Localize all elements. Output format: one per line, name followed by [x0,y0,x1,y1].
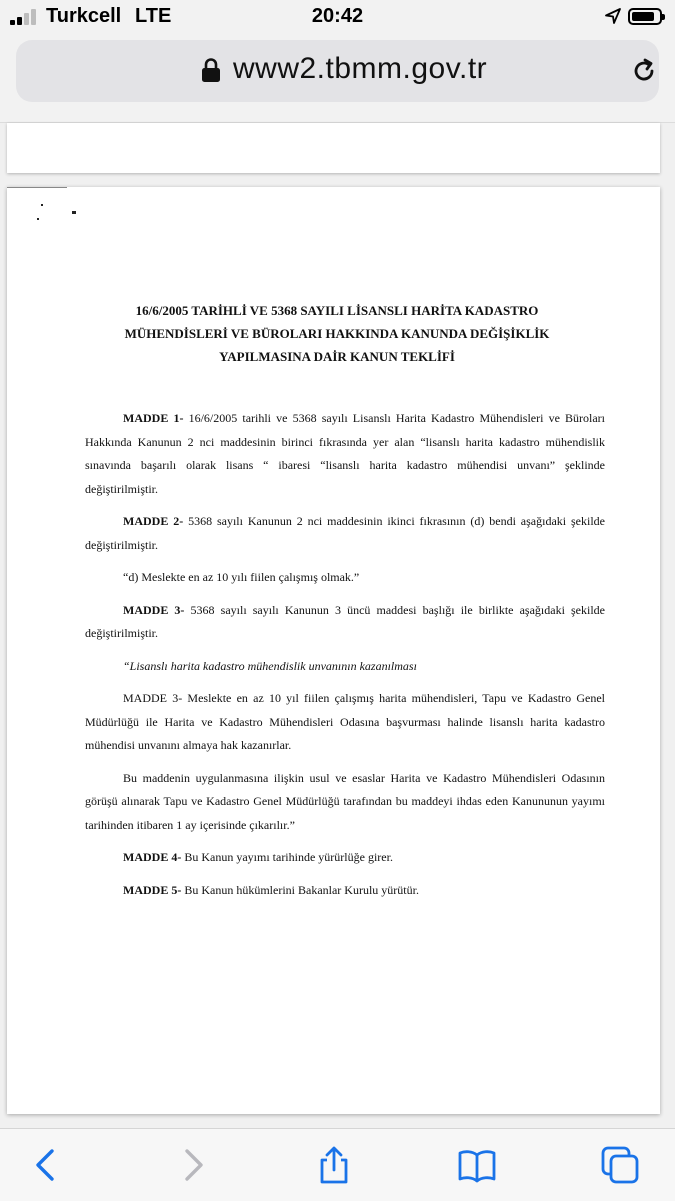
scan-artifact [37,218,39,220]
article-2 [85,510,605,557]
battery-level [632,12,654,21]
article-3-inner: MADDE 3- Meslekte en az 10 yıl fiilen çalışmış harita mühendisleri, Tapu ve Kadastro Genel Müdürlüğü ile Harita ve Kadastro Mühendisleri Odasına başvurması halinde lisanslı harita kadastro mühendisi unvanını almaya hak kazanırlar. [85,691,605,752]
carrier-name: Turkcell [46,5,122,27]
article-2-quote: “d) Meslekte en az 10 yılı fiilen çalışmış olmak.” [123,570,360,584]
tabs-icon[interactable] [600,1145,640,1185]
title-line: 16/6/2005 TARİHLİ VE 5368 SAYILI LİSANSLI HARİTA KADASTRO [135,303,539,318]
reload-icon[interactable] [628,55,660,87]
chevron-left-icon[interactable] [26,1145,66,1185]
article-text: Bu Kanun hükümlerini Bakanlar Kurulu yürütür. [181,882,419,897]
book-icon[interactable] [457,1145,497,1185]
article-label: MADDE 2- [123,514,184,528]
browser-toolbar [0,1128,675,1201]
title-line: MÜHENDİSLERİ VE BÜROLARI HAKKINDA KANUNDA DEĞİŞİKLİK [124,326,550,341]
chevron-right-icon[interactable] [173,1145,213,1185]
document-body [85,407,605,911]
article-label: MADDE 1- [123,411,184,425]
scan-artifact [41,204,43,206]
status-time: 20:42 [311,5,364,27]
address-bar[interactable] [16,40,659,102]
article-text: 5368 sayılı Kanunun 2 nci maddesinin ikinci fıkrasının (d) bendi aşağıdaki şekilde değiştirilmiştir. [85,514,605,552]
article-3-paragraph-2: Bu maddenin uygulanmasına ilişkin usul ve esaslar Harita ve Kadastro Mühendisleri Odasının görüşü alınarak Tapu ve Kadastro Genel Müdürlüğü tarafından bu maddeyi ihdas eden Kanununun yayımı tarihinden itibaren 1 ay içerisinde çıkarılır.” [85,770,605,832]
url-text[interactable]: www2.tbmm.gov.tr [233,52,488,85]
scan-artifact [72,211,76,214]
title-line: YAPILMASINA DAİR KANUN TEKLİFİ [219,349,455,364]
previous-page [7,123,660,173]
article-4 [85,846,605,870]
article-label: MADDE 3- [123,602,185,617]
article-text: 16/6/2005 tarihli ve 5368 sayılı Lisanslı Harita Kadastro Mühendisleri ve Büroları Hakkında Kanunun 2 nci maddesinin birinci fıkrasında yer alan “lisanslı harita kadastro mühendislik sınavında başarılı olarak lisans “ ibaresi “lisanslı harita kadastro mühendisi unvanı” şeklinde değiştirilmiştir. [85,411,605,496]
lock-icon [201,57,221,83]
battery-icon [628,8,662,25]
article-3 [85,599,605,646]
pdf-viewer[interactable] [0,122,675,1129]
article-5 [85,879,605,903]
scan-artifact [7,187,67,188]
article-text: 5368 sayılı sayılı Kanunun 3 üncü maddesi başlığı ile birlikte aşağıdaki şekilde değiştirilmiştir. [85,602,605,640]
status-bar [0,0,675,36]
network-type: LTE [135,5,172,27]
article-3-heading: “Lisanslı harita kadastro mühendislik unvanının kazanılması [123,658,417,673]
document-page [7,187,660,1114]
article-label: MADDE 5- [123,882,182,897]
article-label: MADDE 4- [123,850,182,864]
document-title [67,299,607,368]
share-icon[interactable] [314,1145,354,1185]
article-1 [85,407,605,501]
article-text: Bu Kanun yayımı tarihinde yürürlüğe girer. [181,850,393,864]
location-arrow-icon [604,7,622,25]
